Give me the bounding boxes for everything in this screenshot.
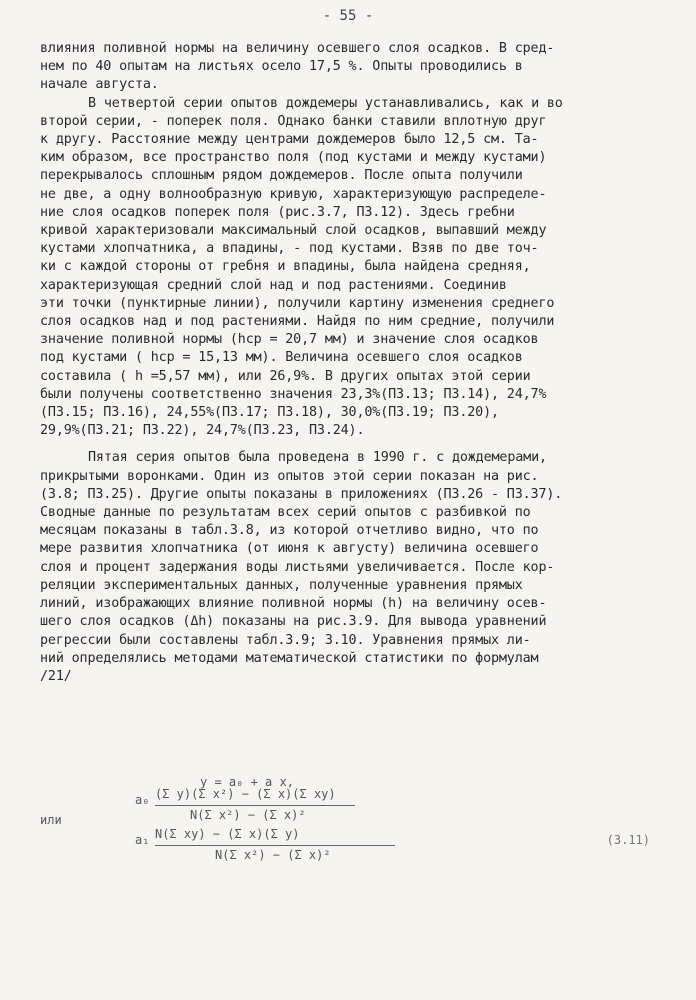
a1-numerator: N(Σ xy) − (Σ x)(Σ y) xyxy=(155,827,300,841)
text-line: влияния поливной нормы на величину осевшего слоя осадков. В сред- xyxy=(40,41,555,56)
a0-fraction-bar xyxy=(155,805,355,806)
text-line: шего слоя осадков (Δh) показаны на рис.3.9. Для вывода уравнений xyxy=(40,614,547,630)
text-line: характеризующая средний слой над и под растениями. Соединив xyxy=(40,277,507,293)
text-line: прикрытыми воронками. Один из опытов этой серии показан на рис. xyxy=(40,468,539,484)
text-line: месяцам показаны в табл.3.8, из которой отчетливо видно, что по xyxy=(40,523,539,539)
a0-label: a₀ xyxy=(135,793,150,807)
text-line: /21/ xyxy=(40,668,72,684)
equation-number: (3.11) xyxy=(606,833,650,847)
text-line: Сводные данные по результатам всех серий опытов с разбивкой по xyxy=(40,505,531,521)
text-line: значение поливной нормы (hср = 20,7 мм) и значение слоя осадков xyxy=(40,332,539,348)
text-line: ки с каждой стороны от гребня и впадины, была найдена средняя, xyxy=(40,259,531,275)
a1-fraction-bar xyxy=(155,845,395,846)
a1-denominator: N(Σ x²) − (Σ x)² xyxy=(215,848,331,862)
regression-formulas xyxy=(40,775,655,895)
text-line: (3.8; П3.25). Другие опыты показаны в приложениях (П3.26 - П3.37). xyxy=(40,486,563,502)
text-line: кривой характеризовали максимальный слой осадков, выпавший между xyxy=(40,223,547,239)
text-line: нем по 40 опытам на листьях осело 17,5 %. Опыты проводились в xyxy=(40,59,523,75)
text-line: кустами хлопчатника, а впадины, - под кустами. Взяв по две точ- xyxy=(40,241,539,257)
text-line: второй серии, - поперек поля. Однако банки ставили вплотную друг xyxy=(40,113,547,129)
text-line: под кустами ( hср = 15,13 мм). Величина осевшего слоя осадков xyxy=(40,350,523,366)
and-word: или xyxy=(40,813,62,827)
a0-denominator: N(Σ x²) − (Σ x)² xyxy=(190,808,306,822)
text-line: регрессии были составлены табл.3.9; 3.10. Уравнения прямых ли- xyxy=(40,632,531,648)
regression-equation: y = a₀ + a x, xyxy=(200,775,294,789)
text-line: составила ( h =5,57 мм), или 26,9%. В других опытах этой серии xyxy=(40,368,531,384)
text-line: реляции экспериментальных данных, полученные уравнения прямых xyxy=(40,577,523,593)
text-line: ние слоя осадков поперек поля (рис.3.7, П3.12). Здесь гребни xyxy=(40,204,515,220)
text-line: линий, изображающих влияние поливной нормы (h) на величину осев- xyxy=(40,596,547,612)
text-line: слоя осадков над и под растениями. Найдя по ним средние, получили xyxy=(40,314,555,330)
text-line: слоя и процент задержания воды листьями увеличивается. После кор- xyxy=(40,559,555,575)
text-line: (П3.15; П3.16), 24,55%(П3.17; П3.18), 30,0%(П3.19; П3.20), xyxy=(40,405,499,421)
a1-label: a₁ xyxy=(135,833,150,847)
text-line: перекрывалось сплошным рядом дождемеров. После опыта получили xyxy=(40,168,523,184)
text-line: были получены соответственно значения 23,3%(П3.13; П3.14), 24,7% xyxy=(40,386,547,402)
text-line: к другу. Расстояние между центрами дождемеров было 12,5 см. Та- xyxy=(40,132,539,148)
paragraph-start-line: Пятая серия опытов была проведена в 1990 г. с дождемерами, xyxy=(88,450,547,466)
body-text xyxy=(40,40,655,686)
text-line: 29,9%(П3.21; П3.22), 24,7%(П3.23, П3.24). xyxy=(40,423,365,439)
paragraph-start-line: В четвертой серии опытов дождемеры устанавливались, как и во xyxy=(88,95,563,111)
text-line: мере развития хлопчатника (от июня к августу) величина осевшего xyxy=(40,541,539,557)
text-line: ким образом, все пространство поля (под кустами и между кустами) xyxy=(40,150,547,166)
text-line: эти точки (пунктирные линии), получили картину изменения среднего xyxy=(40,295,555,311)
text-line: ний определялись методами математической статистики по формулам xyxy=(40,650,539,666)
text-line: начале августа. xyxy=(40,77,159,93)
page-number: - 55 - xyxy=(322,8,374,24)
a0-numerator: (Σ y)(Σ x²) − (Σ x)(Σ xy) xyxy=(155,787,336,801)
text-line: не две, а одну волнообразную кривую, характеризующую распределе- xyxy=(40,186,547,202)
